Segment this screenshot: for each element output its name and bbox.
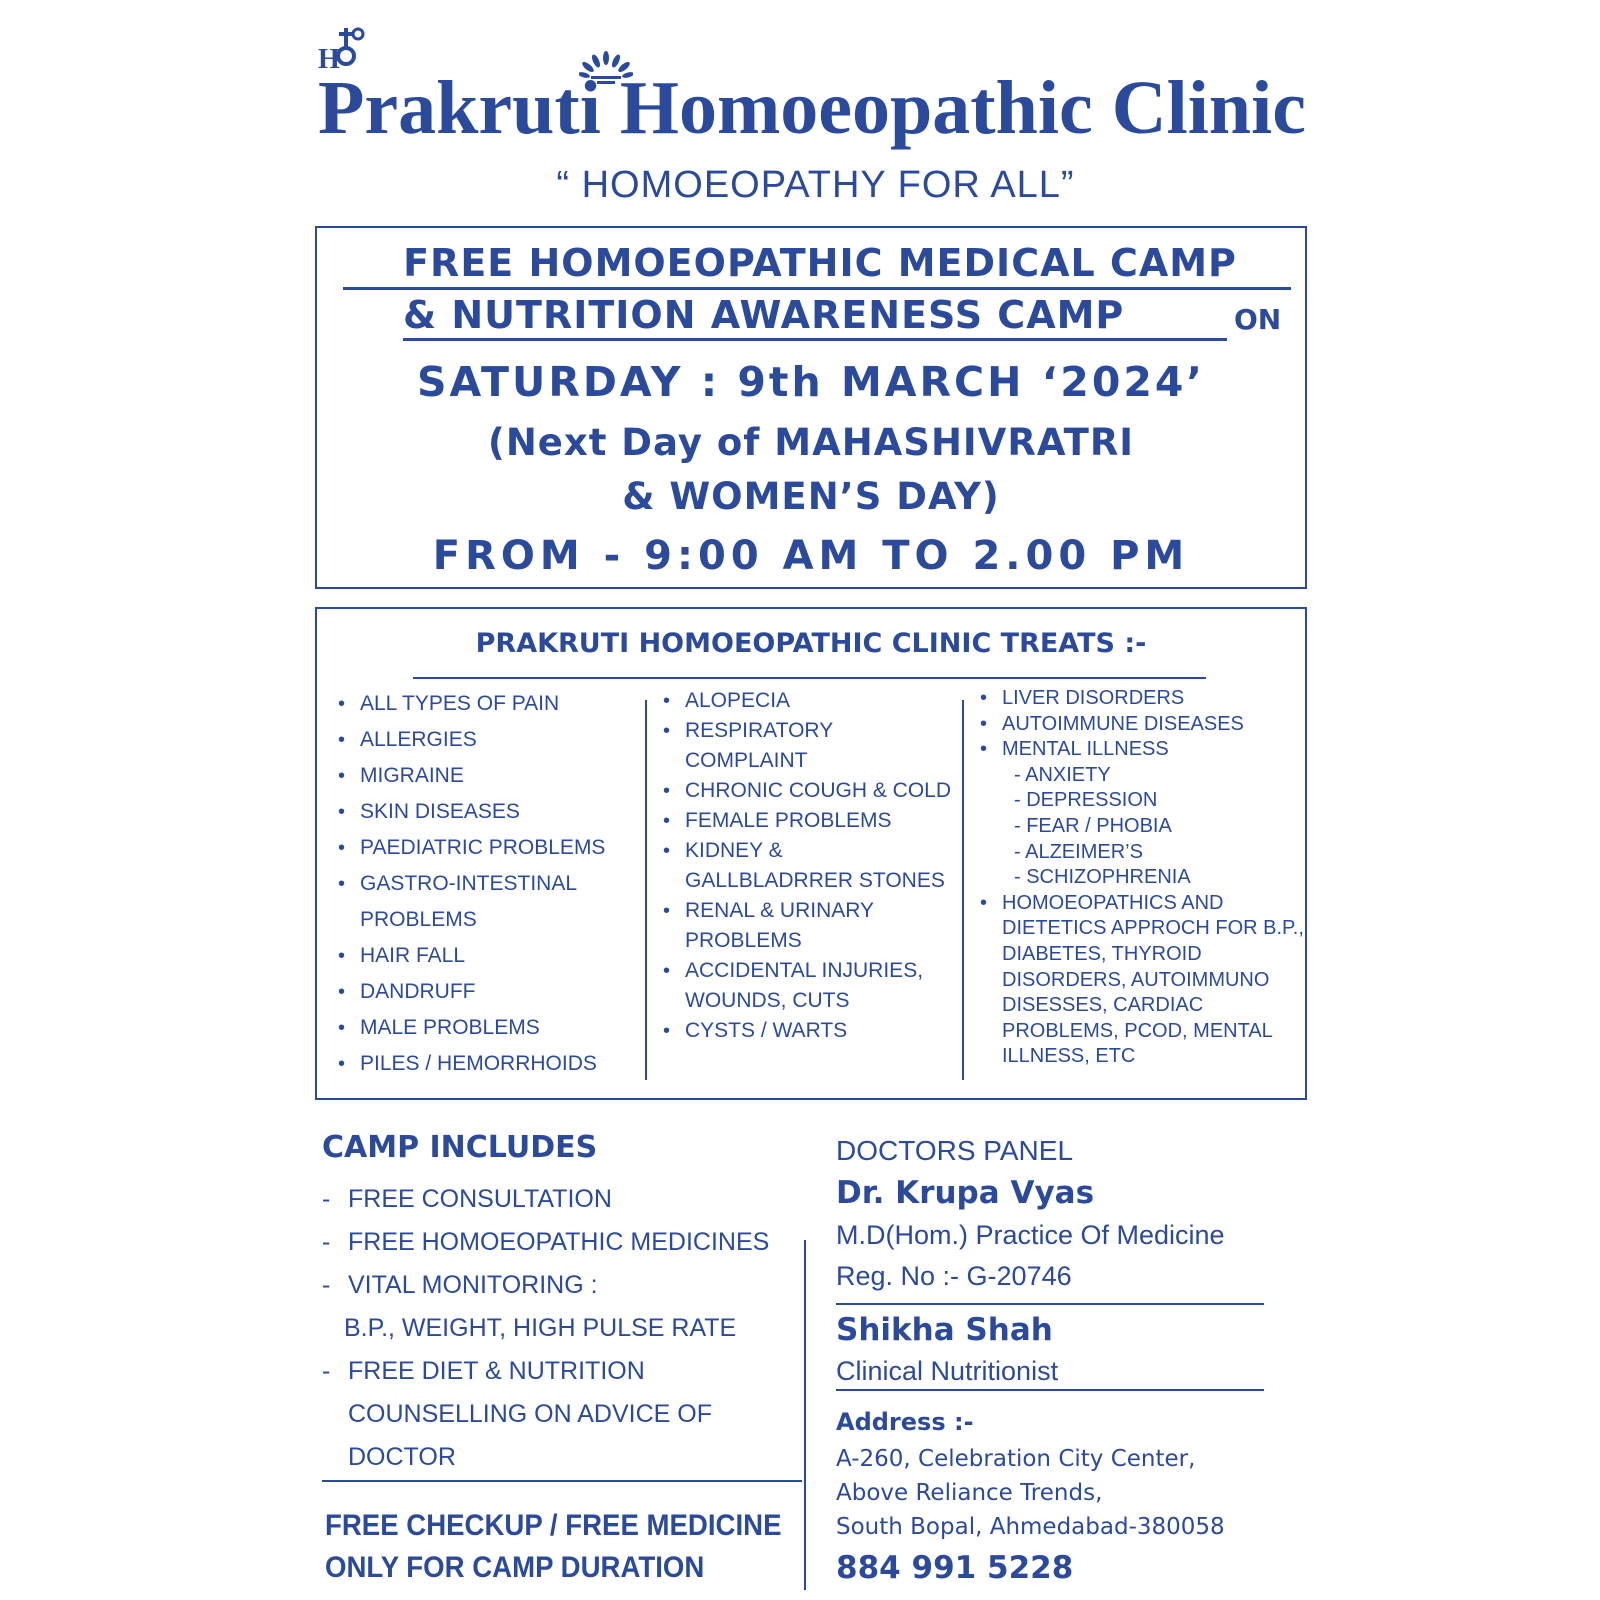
treats-column-2 xyxy=(663,686,953,1046)
camp-title-line1: FREE HOMOEOPATHIC MEDICAL CAMP xyxy=(403,241,1237,285)
treat-item: • ALL TYPES OF PAIN xyxy=(338,686,638,722)
treat-item: • KIDNEY & GALLBLADRRER STONES xyxy=(663,836,953,896)
free-checkup-line1: FREE CHECKUP / FREE MEDICINE xyxy=(325,1509,782,1542)
treat-item: • MENTAL ILLNESS xyxy=(980,737,1306,763)
free-checkup-note xyxy=(325,1505,781,1589)
doctor1-qualification: M.D(Hom.) Practice Of Medicine xyxy=(836,1220,1225,1250)
logo-letter-h: H xyxy=(318,44,340,74)
address-line: South Bopal, Ahmedabad-380058 xyxy=(836,1514,1225,1540)
treat-item: • MALE PROBLEMS xyxy=(338,1010,638,1046)
treat-item: • PILES / HEMORRHOIDS xyxy=(338,1046,638,1082)
camp-time: FROM - 9:00 AM TO 2.00 PM xyxy=(432,533,1190,579)
treat-item: • RENAL & URINARY PROBLEMS xyxy=(663,896,953,956)
column-divider-1 xyxy=(645,700,647,1080)
bottom-column-divider xyxy=(804,1240,806,1590)
treat-sub-item: - ALZEIMER’S xyxy=(1014,840,1143,863)
clinic-name: Prakruti Homoeopathic Clinic xyxy=(318,66,1306,150)
doctor2-name: Shikha Shah xyxy=(836,1312,1053,1348)
camp-include-item: - VITAL MONITORING : xyxy=(322,1271,598,1299)
treat-item: • CHRONIC COUGH & COLD xyxy=(663,776,953,806)
phone-number: 884 991 5228 xyxy=(836,1550,1074,1586)
treat-item: • CYSTS / WARTS xyxy=(663,1016,953,1046)
doctor-divider-2 xyxy=(836,1389,1264,1391)
camp-include-item: - FREE HOMOEOPATHIC MEDICINES xyxy=(322,1228,770,1256)
treat-item: • RESPIRATORY COMPLAINT xyxy=(663,716,953,776)
camp-title-line2: & NUTRITION AWARENESS CAMP xyxy=(403,293,1125,337)
camp-includes-list xyxy=(322,1178,769,1479)
camp-includes-title: CAMP INCLUDES xyxy=(322,1130,598,1165)
doctor1-name: Dr. Krupa Vyas xyxy=(836,1175,1095,1211)
camp-on-label: ON xyxy=(1234,303,1282,336)
camp-include-item: - FREE CONSULTATION xyxy=(322,1185,612,1213)
treat-item: • ALOPECIA xyxy=(663,686,953,716)
doctor2-role: Clinical Nutritionist xyxy=(836,1356,1059,1386)
address-line: A-260, Celebration City Center, xyxy=(836,1446,1196,1472)
treat-item: • PAEDIATRIC PROBLEMS xyxy=(338,830,638,866)
camp-title-underline2 xyxy=(403,338,1227,341)
camp-occasion-line1: (Next Day of MAHASHIVRATRI xyxy=(487,421,1135,464)
treat-item: • HAIR FALL xyxy=(338,938,638,974)
doctors-panel-label: DOCTORS PANEL xyxy=(836,1135,1074,1166)
treat-item: • FEMALE PROBLEMS xyxy=(663,806,953,836)
treats-title: PRAKRUTI HOMOEOPATHIC CLINIC TREATS :- xyxy=(475,628,1147,659)
treat-sub-item: - DEPRESSION xyxy=(1014,789,1158,812)
clinic-tagline: “ HOMOEOPATHY FOR ALL” xyxy=(556,164,1075,206)
column-divider-2 xyxy=(962,700,964,1080)
treat-sub-item: - SCHIZOPHRENIA xyxy=(1014,866,1191,889)
treat-item: • AUTOIMMUNE DISEASES xyxy=(980,712,1306,738)
camp-include-item: DOCTOR xyxy=(348,1443,456,1471)
treat-item: • DANDRUFF xyxy=(338,974,638,1010)
treat-item: • SKIN DISEASES xyxy=(338,794,638,830)
treat-item: • ALLERGIES xyxy=(338,722,638,758)
camp-title-underline1 xyxy=(343,287,1291,290)
treat-item: • HOMOEOPATHICS AND DIETETICS APPROCH FOR B.P., DIABETES, THYROID DISORDERS, AUTOIMMUNO DISESSES, CARDIAC PROBLEMS, PCOD, MENTAL ILLNESS, ETC xyxy=(980,891,1306,1070)
treat-item: • MIGRAINE xyxy=(338,758,638,794)
doctor1-registration: Reg. No :- G-20746 xyxy=(836,1261,1072,1291)
camp-includes-divider xyxy=(322,1480,802,1482)
treats-column-1 xyxy=(338,686,638,1082)
treat-item: • GASTRO-INTESTINAL PROBLEMS xyxy=(338,866,638,938)
camp-include-item: - FREE DIET & NUTRITION xyxy=(322,1357,645,1385)
treat-sub-item: - ANXIETY xyxy=(1014,763,1111,786)
address-block xyxy=(836,1442,1225,1544)
camp-date: SATURDAY : 9th MARCH ‘2024’ xyxy=(416,358,1205,406)
address-line: Above Reliance Trends, xyxy=(836,1480,1103,1506)
treats-column-3 xyxy=(980,686,1306,1070)
address-label: Address :- xyxy=(836,1408,974,1436)
free-checkup-line2: ONLY FOR CAMP DURATION xyxy=(325,1551,705,1584)
treat-sub-item: - FEAR / PHOBIA xyxy=(1014,814,1172,837)
camp-occasion-line2: & WOMEN’S DAY) xyxy=(622,475,1000,518)
treat-item: • ACCIDENTAL INJURIES, WOUNDS, CUTS xyxy=(663,956,953,1016)
camp-include-item: B.P., WEIGHT, HIGH PULSE RATE xyxy=(344,1314,737,1342)
doctor-divider-1 xyxy=(836,1303,1264,1305)
treats-title-underline xyxy=(413,677,1206,679)
treat-item: • LIVER DISORDERS xyxy=(980,686,1306,712)
camp-include-item: COUNSELLING ON ADVICE OF xyxy=(348,1400,712,1428)
